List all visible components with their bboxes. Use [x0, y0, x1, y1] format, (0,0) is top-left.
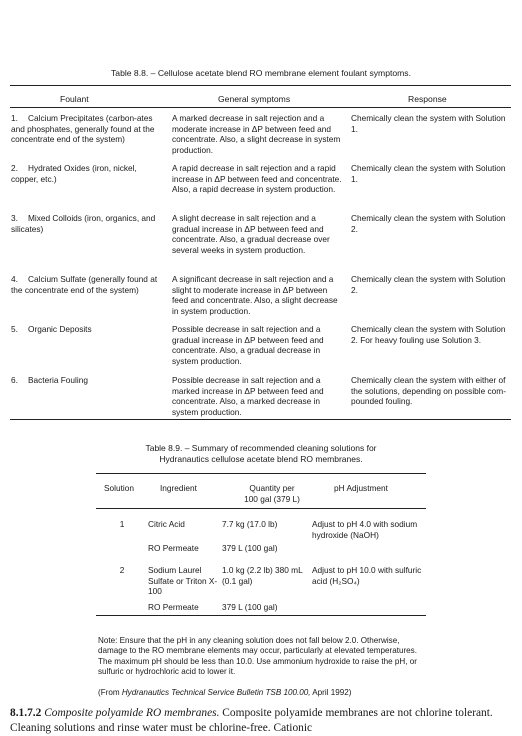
row-number: 1.	[11, 113, 18, 123]
response-cell: Chemically clean the system with Solution 1.	[351, 113, 506, 134]
table-note: Note: Ensure that the pH in any cleaning solution does not fall below 2.0. Otherwise, damage to the RO membrane elements may occur, particularly at elevated temperatures. The maximum pH should be less than 10.0. Use ammonium hydroxide to raise the pH, or sulfuric or hydrochloric acid to lower it.	[98, 636, 417, 677]
header-solution: Solution	[104, 483, 134, 493]
header-quantity-line: 100 gal (379 L)	[244, 493, 300, 504]
source-suffix: April 1992)	[310, 688, 352, 697]
header-ingredient: Ingredient	[160, 483, 197, 493]
table-bottom-rule	[96, 615, 426, 616]
ingredient-cell: RO Permeate	[148, 602, 199, 612]
section-number: 8.1.7.2	[10, 707, 42, 719]
response-cell: Chemically clean the system with either of the solutions, depending on possible com-pounded fouling.	[351, 375, 506, 407]
foulant-text: Bacteria Fouling	[28, 375, 88, 385]
quantity-cell: 379 L (100 gal)	[222, 543, 278, 553]
table-8-8-caption: Table 8.8. – Cellulose acetate blend RO membrane element foulant symptoms.	[111, 68, 411, 78]
response-cell: Chemically clean the system with Solution 2.	[351, 213, 506, 234]
header-quantity-line: Quantity per	[249, 483, 295, 493]
symptoms-cell: A slight decrease in salt rejection and a gradual increase in ΔP between feed and concentrate. Also, a gradual decrease over several weeks in system production.	[172, 213, 330, 255]
ingredient-cell: RO Permeate	[148, 543, 199, 553]
symptoms-cell: Possible decrease in salt rejection and a gradual increase in ΔP between feed and concentrate. Also, a gradual decrease in system production.	[172, 324, 324, 366]
response-cell: Chemically clean the system with Solution 2. For heavy fouling use Solution 3.	[351, 324, 506, 345]
foulant-text: Hydrated Oxides (iron, nickel, copper, etc.)	[11, 163, 137, 184]
row-number: 6.	[11, 375, 18, 385]
header-ph-adjustment: pH Adjustment	[334, 483, 388, 493]
row-number: 4.	[11, 274, 18, 284]
foulant-cell	[11, 213, 165, 234]
row-number: 5.	[11, 324, 18, 334]
row-number: 3.	[11, 213, 18, 223]
symptoms-cell: Possible decrease in salt rejection and a marked increase in ΔP between feed and concentrate. Also, a marked decrease in system production.	[172, 375, 324, 417]
header-response: Response	[408, 94, 447, 104]
symptoms-cell: A significant decrease in salt rejection and a slight to moderate increase in ΔP between feed and concentrate. Also, a slight decrease in system production.	[172, 274, 338, 316]
table-top-rule	[96, 473, 426, 474]
body-paragraph	[10, 706, 512, 736]
ph-cell: Adjust to pH 10.0 with sulfuric acid (H₂SO₄)	[312, 565, 422, 586]
foulant-cell	[11, 324, 165, 335]
symptoms-cell: A rapid decrease in salt rejection and a rapid increase in ΔP between feed and concentrate. Also, a rapid decrease in system production.	[172, 163, 342, 195]
foulant-cell	[11, 163, 165, 184]
table-8-9-caption	[0, 443, 522, 465]
caption-line: Hydranautics cellulose acetate blend RO membranes.	[159, 454, 363, 464]
solution-cell: 2	[119, 565, 125, 575]
source-title: Hydranautics Technical Service Bulletin TSB 100.00,	[121, 688, 311, 697]
quantity-cell: 1.0 kg (2.2 lb) 380 mL (0.1 gal)	[222, 565, 303, 586]
foulant-text: Organic Deposits	[28, 324, 92, 334]
header-foulant: Foulant	[60, 94, 89, 104]
table-top-rule	[10, 85, 511, 86]
header-quantity	[232, 483, 312, 504]
row-number: 2.	[11, 163, 18, 173]
paragraph-text: Composite polyamide membranes are not chlorine tolerant. Cleaning solutions and rinse water must be chlorine-free. Cationic	[10, 707, 493, 734]
foulant-cell	[11, 113, 165, 145]
source-citation	[98, 688, 428, 697]
response-cell: Chemically clean the system with Solution 2.	[351, 274, 506, 295]
header-rule	[10, 107, 511, 108]
caption-line: Table 8.9. – Summary of recommended cleaning solutions for	[145, 443, 377, 453]
response-cell: Chemically clean the system with Solution 1.	[351, 163, 506, 184]
foulant-text: Calcium Sulfate (generally found at the concentrate end of the system)	[11, 274, 158, 295]
foulant-cell	[11, 274, 165, 295]
quantity-cell: 7.7 kg (17.0 lb)	[222, 519, 278, 529]
quantity-cell: 379 L (100 gal)	[222, 602, 278, 612]
solution-cell: 1	[119, 519, 125, 529]
section-heading: Composite polyamide RO membranes.	[44, 707, 220, 719]
header-general-symptoms: General symptoms	[218, 94, 291, 104]
source-prefix: (From	[98, 688, 122, 697]
foulant-text: Mixed Colloids (iron, organics, and silicates)	[11, 213, 156, 234]
ph-cell: Adjust to pH 4.0 with sodium hydroxide (NaOH)	[312, 519, 418, 540]
ingredient-cell: Sodium Laurel Sulfate or Triton X-100	[148, 565, 218, 597]
header-rule	[96, 508, 426, 509]
ingredient-cell: Citric Acid	[148, 519, 185, 529]
table-bottom-rule	[10, 419, 511, 420]
symptoms-cell: A marked decrease in salt rejection and a moderate increase in ΔP between feed and concentrate. Also, a slight decrease in system production.	[172, 113, 341, 155]
foulant-text: Calcium Precipitates (carbon-ates and phosphates, generally found at the concentrate end of the system)	[11, 113, 155, 145]
foulant-cell	[11, 375, 165, 386]
